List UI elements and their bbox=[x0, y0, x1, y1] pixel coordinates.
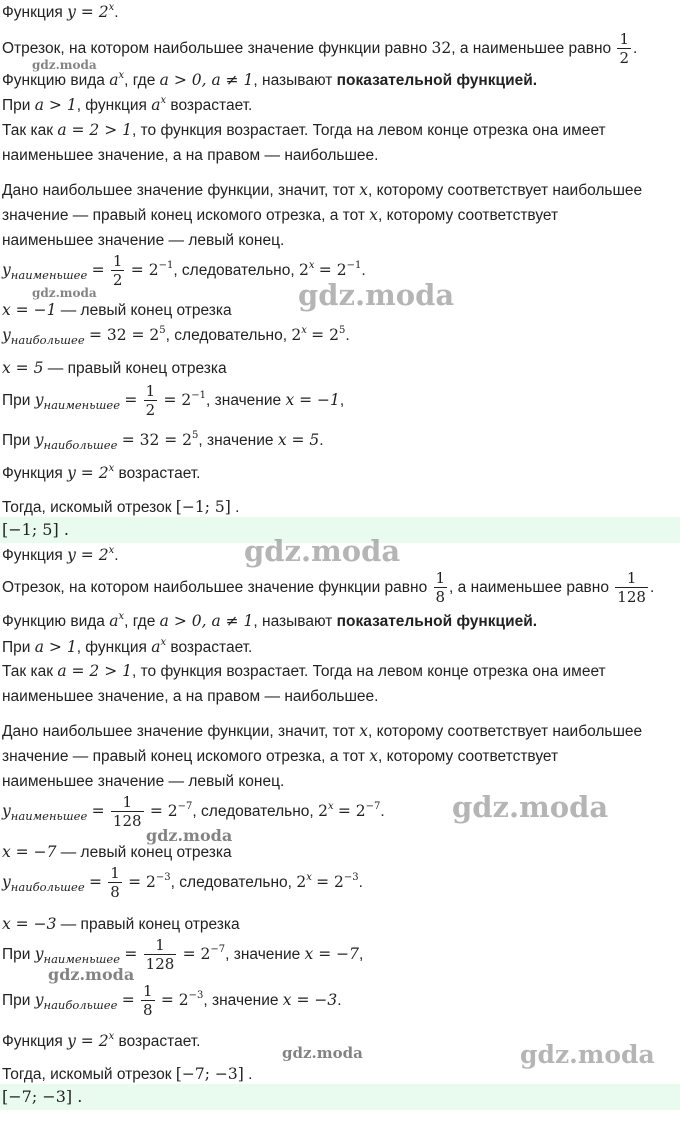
s2-min-equation: $y_{наименьшее}$ = $\frac{1}{128}$ = $2^{-7}$, следовательно, $2^x = 2^{-7}$. bbox=[2, 793, 385, 831]
s1-when-max: При $y_{наибольшее} = 32 = 2^5$, значение x = 5. bbox=[2, 430, 324, 452]
s1-function-increases: Функция $y = 2^x$ возрастает. bbox=[2, 463, 201, 482]
s2-since-line-2: наименьшее значение, а на правом — наибольшее. bbox=[2, 688, 379, 705]
fraction: $\frac{1}{8}$ bbox=[435, 569, 446, 607]
fraction: $\frac{1}{128}$ bbox=[112, 793, 142, 831]
fraction: $\frac{1}{2}$ bbox=[145, 382, 156, 420]
watermark: gdz.moda bbox=[452, 790, 609, 824]
s2-segment-condition: Отрезок, на котором наибольшее значение функции равно $\frac{1}{8}$ , а наименьшее равно $\frac{1}{128}$ . bbox=[2, 569, 655, 607]
answer-text: [−1; 5] . bbox=[2, 520, 69, 539]
s1-given-line: Дано наибольшее значение функции, значит, тот x, которому соответствует наибольшее bbox=[2, 181, 643, 199]
s1-given-line-2: значение — правый конец искомого отрезка, а тот x, которому соответствует bbox=[2, 206, 559, 224]
s2-answer-box bbox=[0, 1084, 680, 1110]
term-bold: показательной функцией. bbox=[336, 613, 538, 630]
s1-given-line-3: наименьшее значение — левый конец. bbox=[2, 232, 285, 249]
s1-segment-condition: Отрезок, на котором наибольшее значение функции равно 32, а наименьшее равно $\frac{1}{2}$ . bbox=[2, 30, 638, 68]
watermark: gdz.moda bbox=[146, 826, 233, 845]
s2-given-line: Дано наибольшее значение функции, значит, тот x, которому соответствует наибольшее bbox=[2, 722, 643, 740]
fraction: $\frac{1}{2}$ bbox=[112, 252, 123, 290]
watermark: gdz.moda bbox=[520, 1040, 655, 1069]
watermark: gdz.moda bbox=[244, 534, 401, 568]
s1-since-line: Так как a = 2 > 1, то функция возрастает. Тогда на левом конце отрезка она имеет bbox=[2, 121, 606, 139]
s1-since-line-2: наименьшее значение, а на правом — наибольшее. bbox=[2, 147, 379, 164]
fraction: $\frac{1}{128}$ bbox=[617, 569, 646, 607]
s2-function-line: Функция $y = 2^x$. bbox=[2, 545, 119, 564]
s2-given-line-2: значение — правый конец искомого отрезка, а тот x, которому соответствует bbox=[2, 747, 559, 765]
watermark: gdz.moda bbox=[48, 965, 135, 984]
s2-max-equation: $y_{наибольшее}$ = $\frac{1}{8}$ = $2^{-3}$, следовательно, $2^x = 2^{-3}$. bbox=[2, 864, 363, 902]
s2-since-line: Так как a = 2 > 1, то функция возрастает. Тогда на левом конце отрезка она имеет bbox=[2, 662, 606, 680]
fraction: $\frac{1}{128}$ bbox=[145, 936, 175, 974]
formula: y = 2 bbox=[67, 3, 109, 21]
s1-left-end: x = −1 — левый конец отрезка bbox=[2, 301, 232, 319]
s2-left-end: x = −7 — левый конец отрезка bbox=[2, 843, 232, 861]
watermark: gdz.moda bbox=[32, 286, 97, 300]
term-bold: показательной функцией. bbox=[336, 72, 538, 89]
s1-definition: Функцию вида $a^x$, где a > 0, a ≠ 1, называют показательной функцией. bbox=[2, 70, 538, 89]
fraction: $\frac{1}{8}$ bbox=[143, 982, 153, 1020]
s1-min-equation: $y_{наименьшее}$ = $\frac{1}{2}$ = $2^{-1}$, следовательно, $2^x = 2^{-1}$. bbox=[2, 252, 366, 290]
s1-function-line: Функция $y = 2^x$. bbox=[2, 2, 119, 21]
watermark: gdz.moda bbox=[298, 278, 455, 312]
s2-result-line: Тогда, искомый отрезок [−7; −3] . bbox=[2, 1065, 253, 1083]
s2-definition: Функцию вида $a^x$, где a > 0, a ≠ 1, называют показательной функцией. bbox=[2, 611, 538, 630]
s1-result-line: Тогда, искомый отрезок [−1; 5] . bbox=[2, 498, 240, 516]
answer-text: [−7; −3] . bbox=[2, 1087, 83, 1106]
watermark: gdz.moda bbox=[282, 1044, 363, 1062]
s1-right-end: x = 5 — правый конец отрезка bbox=[2, 359, 227, 377]
s1-increasing-rule: При a > 1, функция $a^x$ возрастает. bbox=[2, 95, 253, 114]
s2-right-end: x = −3 — правый конец отрезка bbox=[2, 915, 240, 933]
s2-function-increases: Функция $y = 2^x$ возрастает. bbox=[2, 1031, 201, 1050]
s2-given-line-3: наименьшее значение — левый конец. bbox=[2, 773, 285, 790]
s1-max-equation: $y_{наибольшее} = 32 = 2^5$, следовательно, $2^x = 2^5$. bbox=[2, 325, 350, 347]
watermark: gdz.moda bbox=[32, 58, 97, 72]
s2-when-min: При $y_{наименьшее}$ = $\frac{1}{128}$ = $2^{-7}$, значение x = −7, bbox=[2, 936, 364, 974]
s2-when-max: При $y_{наибольшее}$ = $\frac{1}{8}$ = $2^{-3}$, значение x = −3. bbox=[2, 982, 342, 1020]
s2-increasing-rule: При a > 1, функция $a^x$ возрастает. bbox=[2, 637, 253, 656]
fraction: $\frac{1}{2}$ bbox=[619, 30, 630, 68]
s1-when-min: При $y_{наименьшее}$ = $\frac{1}{2}$ = $2^{-1}$, значение x = −1, bbox=[2, 382, 345, 420]
fraction: $\frac{1}{8}$ bbox=[110, 864, 120, 902]
